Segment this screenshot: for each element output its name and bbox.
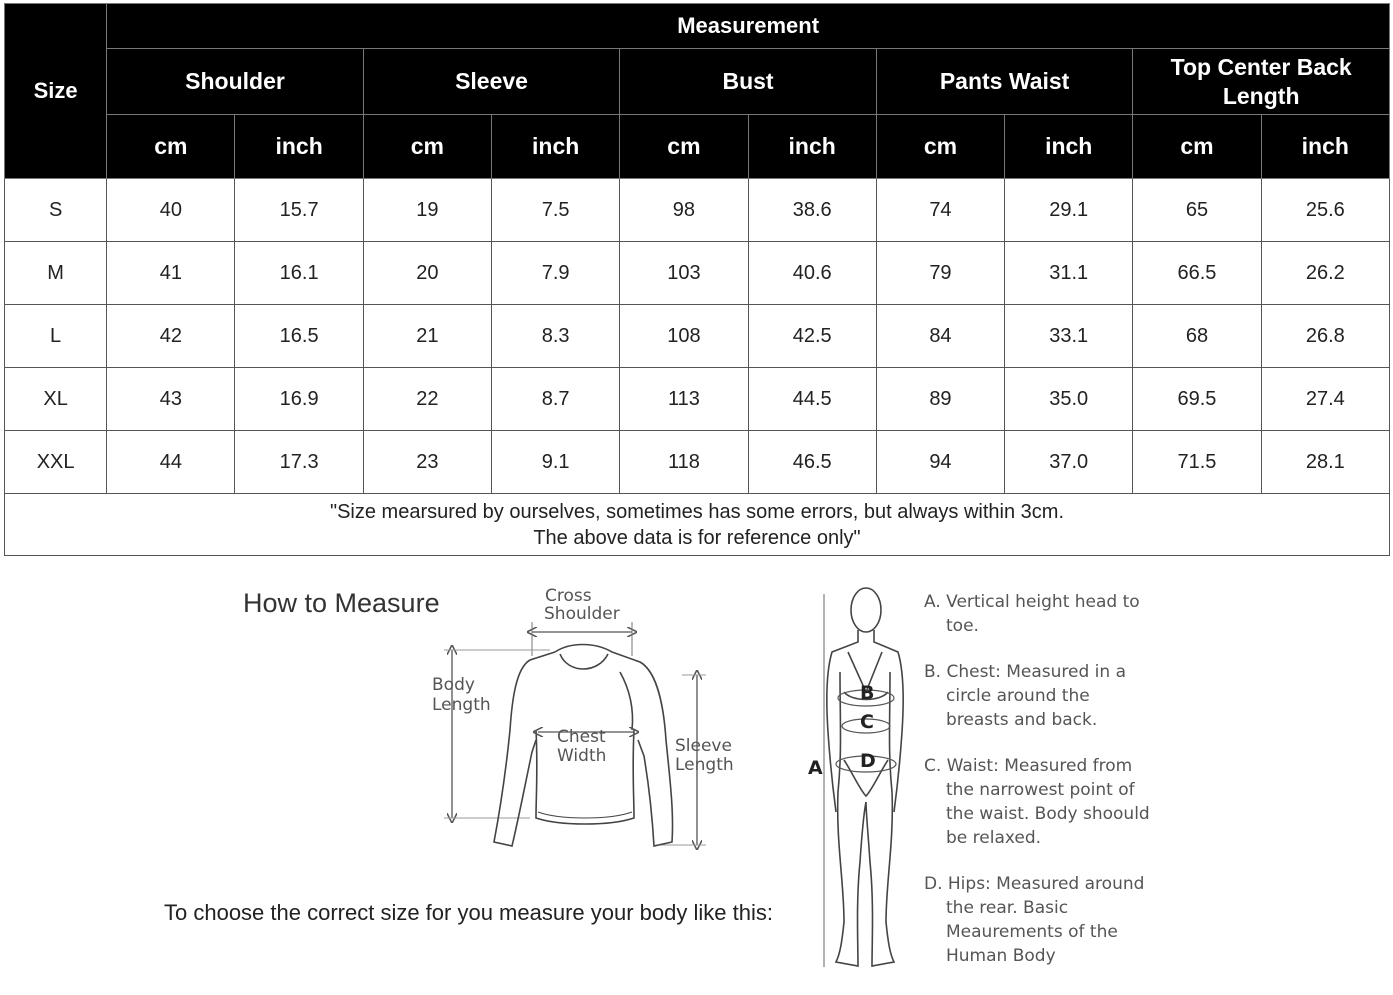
value-cell: 69.5 xyxy=(1133,368,1261,431)
letter-c: C xyxy=(860,711,874,733)
unit-inch-header: inch xyxy=(1005,115,1133,179)
table-row xyxy=(5,242,1390,305)
value-cell: 118 xyxy=(620,431,748,494)
chest-width-label-1: Chest xyxy=(557,727,606,747)
value-cell: 25.6 xyxy=(1261,179,1389,242)
value-cell: 26.8 xyxy=(1261,305,1389,368)
value-cell: 84 xyxy=(876,305,1004,368)
value-cell: 38.6 xyxy=(748,179,876,242)
value-cell: 8.7 xyxy=(492,368,620,431)
value-cell: 65 xyxy=(1133,179,1261,242)
value-cell: 15.7 xyxy=(235,179,363,242)
shoulder-header: Shoulder xyxy=(107,49,364,115)
unit-cm-header: cm xyxy=(1133,115,1261,179)
bust-header: Bust xyxy=(620,49,877,115)
value-cell: 42.5 xyxy=(748,305,876,368)
value-cell: 35.0 xyxy=(1005,368,1133,431)
unit-inch-header: inch xyxy=(748,115,876,179)
letter-b: B xyxy=(860,682,875,704)
value-cell: 103 xyxy=(620,242,748,305)
size-cell: XXL xyxy=(5,431,107,494)
value-cell: 17.3 xyxy=(235,431,363,494)
value-cell: 66.5 xyxy=(1133,242,1261,305)
value-cell: 98 xyxy=(620,179,748,242)
measurement-header: Measurement xyxy=(107,4,1390,49)
choose-size-instruction: To choose the correct size for you measure your body like this: xyxy=(164,900,773,925)
value-cell: 37.0 xyxy=(1005,431,1133,494)
value-cell: 68 xyxy=(1133,305,1261,368)
value-cell: 31.1 xyxy=(1005,242,1133,305)
value-cell: 28.1 xyxy=(1261,431,1389,494)
how-to-measure-title: How to Measure xyxy=(243,588,440,618)
value-cell: 40 xyxy=(107,179,235,242)
value-cell: 74 xyxy=(876,179,1004,242)
value-cell: 19 xyxy=(363,179,491,242)
value-cell: 21 xyxy=(363,305,491,368)
pants-waist-header: Pants Waist xyxy=(876,49,1133,115)
value-cell: 94 xyxy=(876,431,1004,494)
cross-shoulder-label-2: Shoulder xyxy=(544,604,620,624)
unit-cm-header: cm xyxy=(107,115,235,179)
note-row xyxy=(5,494,1390,556)
value-cell: 7.9 xyxy=(492,242,620,305)
size-cell: S xyxy=(5,179,107,242)
value-cell: 46.5 xyxy=(748,431,876,494)
value-cell: 16.1 xyxy=(235,242,363,305)
legend-item-b: B. Chest: Measured in a circle around the breasts and back. xyxy=(924,662,1126,730)
unit-inch-header: inch xyxy=(235,115,363,179)
garment-measure-diagram xyxy=(420,580,750,860)
value-cell: 22 xyxy=(363,368,491,431)
value-cell: 113 xyxy=(620,368,748,431)
body-measure-diagram xyxy=(800,582,920,977)
table-row xyxy=(5,179,1390,242)
value-cell: 9.1 xyxy=(492,431,620,494)
sleeve-header: Sleeve xyxy=(363,49,620,115)
chest-width-label-2: Width xyxy=(557,746,607,766)
table-row xyxy=(5,368,1390,431)
unit-inch-header: inch xyxy=(492,115,620,179)
value-cell: 71.5 xyxy=(1133,431,1261,494)
value-cell: 44 xyxy=(107,431,235,494)
size-chart-table xyxy=(4,3,1390,556)
unit-cm-header: cm xyxy=(876,115,1004,179)
sleeve-length-label-2: Length xyxy=(675,755,734,775)
value-cell: 27.4 xyxy=(1261,368,1389,431)
body-length-label-2: Length xyxy=(432,695,491,715)
size-cell: XL xyxy=(5,368,107,431)
table-row xyxy=(5,305,1390,368)
sleeve-length-label-1: Sleeve xyxy=(675,736,732,756)
back-length-header: Top Center Back Length xyxy=(1133,49,1390,115)
value-cell: 43 xyxy=(107,368,235,431)
value-cell: 8.3 xyxy=(492,305,620,368)
size-cell: L xyxy=(5,305,107,368)
unit-cm-header: cm xyxy=(620,115,748,179)
value-cell: 89 xyxy=(876,368,1004,431)
unit-cm-header: cm xyxy=(363,115,491,179)
body-length-label-1: Body xyxy=(432,675,475,695)
size-cell: M xyxy=(5,242,107,305)
value-cell: 26.2 xyxy=(1261,242,1389,305)
body-outline xyxy=(827,588,903,966)
value-cell: 29.1 xyxy=(1005,179,1133,242)
measurement-legend xyxy=(924,590,1154,990)
value-cell: 44.5 xyxy=(748,368,876,431)
legend-item-c: C. Waist: Measured from the narrowest point of the waist. Body shoould be relaxed. xyxy=(924,756,1150,848)
reference-note xyxy=(5,494,1390,556)
value-cell: 16.5 xyxy=(235,305,363,368)
table-row xyxy=(5,431,1390,494)
note-line-2: The above data is for reference only" xyxy=(533,526,861,549)
legend-item-d: D. Hips: Measured around the rear. Basic Meaurements of the Human Body xyxy=(924,874,1145,966)
value-cell: 79 xyxy=(876,242,1004,305)
value-cell: 42 xyxy=(107,305,235,368)
letter-d: D xyxy=(860,750,876,772)
value-cell: 23 xyxy=(363,431,491,494)
value-cell: 33.1 xyxy=(1005,305,1133,368)
value-cell: 20 xyxy=(363,242,491,305)
letter-a: A xyxy=(808,757,823,779)
value-cell: 41 xyxy=(107,242,235,305)
unit-inch-header: inch xyxy=(1261,115,1389,179)
value-cell: 7.5 xyxy=(492,179,620,242)
cross-shoulder-label-1: Cross xyxy=(545,586,592,606)
value-cell: 16.9 xyxy=(235,368,363,431)
legend-item-a: A. Vertical height head to toe. xyxy=(924,592,1140,636)
size-column-header: Size xyxy=(5,4,107,179)
value-cell: 40.6 xyxy=(748,242,876,305)
note-line-1: "Size mearsured by ourselves, sometimes has some errors, but always within 3cm. xyxy=(329,500,1065,523)
value-cell: 108 xyxy=(620,305,748,368)
